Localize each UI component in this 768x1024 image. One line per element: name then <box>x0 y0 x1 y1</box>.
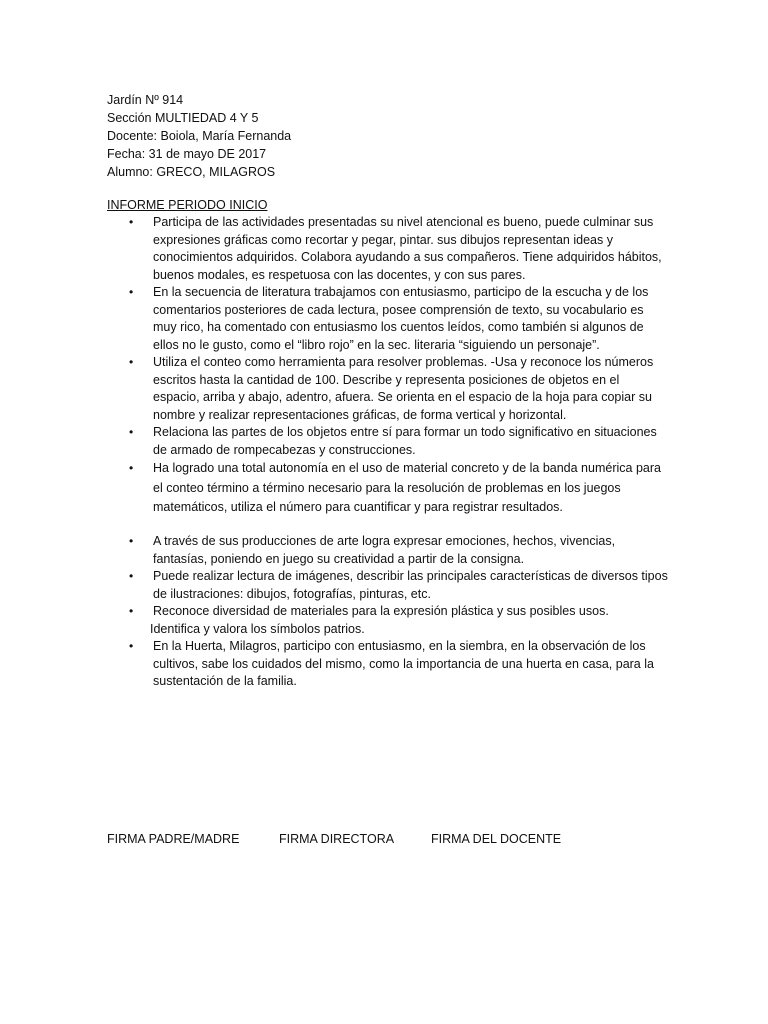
bullet-icon: • <box>129 285 134 299</box>
list-item-text: En la secuencia de literatura trabajamos con entusiasmo, participo de la escucha y de los comentarios posteriores de cada lectura, posee comprensión de texto, su vocabulario es muy rico, ha comentado con entusiasmo los cuentos leídos, como también si algunos de ellos no le gusto, como el “libro rojo” en la sec. literaria “siguiendo un personaje”. <box>153 285 649 352</box>
bullet-icon: • <box>129 534 134 548</box>
student-line: Alumno: GRECO, MILAGROS <box>107 165 276 179</box>
list-item-text: En la Huerta, Milagros, participo con entusiasmo, en la siembra, en la observación de los cultivos, sabe los cuidados del mismo, como la importancia de una huerta en casa, para la sustentación de la familia. <box>153 639 654 688</box>
bullet-icon: • <box>129 355 134 369</box>
list-item-text: Relaciona las partes de los objetos entre sí para formar un todo significativo en situaciones de armado de rompecabezas y construcciones. <box>153 425 657 457</box>
list-item <box>123 214 668 284</box>
list-item-text: Reconoce diversidad de materiales para la expresión plástica y sus posibles usos. <box>153 604 609 618</box>
section-line: Sección MULTIEDAD 4 Y 5 <box>107 111 259 125</box>
list-item-text: Puede realizar lectura de imágenes, describir las principales características de diversos tipos de ilustraciones: dibujos, fotografías, pinturas, etc. <box>153 569 668 601</box>
list-item <box>123 354 668 424</box>
list-item <box>123 284 668 354</box>
teacher-line: Docente: Boiola, María Fernanda <box>107 129 292 143</box>
bullet-icon: • <box>129 604 134 618</box>
bullet-icon: • <box>129 425 134 439</box>
list-item-text: Ha logrado una total autonomía en el uso de material concreto y de la banda numérica para el conteo término a término necesario para la resolución de problemas en los juegos matemáticos, utiliza el número para cuantificar y para registrar resultados. <box>153 461 661 514</box>
list-item <box>123 424 668 459</box>
report-list-group-2 <box>123 533 668 691</box>
extra-line-text: Identifica y valora los símbolos patrios. <box>150 621 365 636</box>
list-item-text: Utiliza el conteo como herramienta para resolver problemas. -Usa y reconoce los números escritos hasta la cantidad de 100. Describe y representa posiciones de objetos en el espacio, arriba y abajo, adentro, afuera. Se orienta en el espacio de la hoja para copiar su nombre y realizar representaciones gráficas, de forma vertical y horizontal. <box>153 355 654 422</box>
date-line: Fecha: 31 de mayo DE 2017 <box>107 147 267 161</box>
list-item <box>123 603 668 638</box>
teacher-signature-label: FIRMA DEL DOCENTE <box>431 832 562 846</box>
list-item <box>123 533 668 568</box>
list-item-text: A través de sus producciones de arte logra expresar emociones, hechos, vivencias, fantasías, poniendo en juego su creatividad a partir de la consigna. <box>153 534 616 566</box>
director-signature-label: FIRMA DIRECTORA <box>279 832 395 846</box>
bullet-icon: • <box>129 461 134 475</box>
list-item <box>123 638 668 691</box>
parent-signature-label: FIRMA PADRE/MADRE <box>107 832 240 846</box>
list-item <box>123 568 668 603</box>
list-item-text: Participa de las actividades presentadas su nivel atencional es bueno, puede culminar sus expresiones gráficas como recortar y pegar, pintar. sus dibujos representan ideas y conocimientos adquiridos. Colabora ayudando a sus compañeros. Tiene adquiridos hábitos, buenos modales, es respetuosa con las docentes, y con sus pares. <box>153 215 662 282</box>
document-header <box>107 91 291 181</box>
report-list-group-1 <box>123 214 668 518</box>
list-item <box>123 459 668 518</box>
kindergarten-name: Jardín Nº 914 <box>107 93 184 107</box>
bullet-icon: • <box>129 639 134 653</box>
report-title: INFORME PERIODO INICIO <box>107 198 268 212</box>
bullet-icon: • <box>129 215 134 229</box>
bullet-icon: • <box>129 569 134 583</box>
